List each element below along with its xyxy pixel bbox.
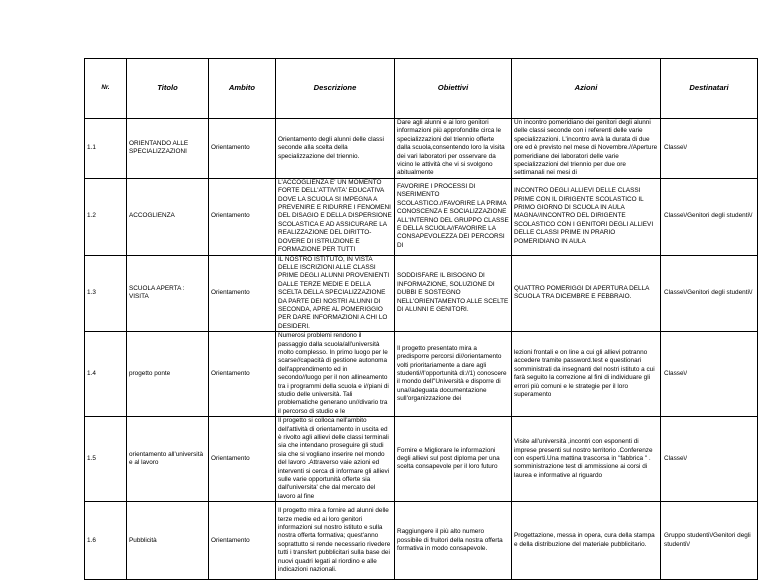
cell-descrizione: Il progetto mira a fornire ad alunni delle terze medie ed ai loro genitori informazioni sul nostro istituto e sulla nostra offerta formativa; quest'anno soprattutto si rende necessario rivedere tutti i transfert pubblicitari sulla base dei nuovi quadri legati al riordino e alle indicazioni nazionali. <box>276 502 395 580</box>
header-row <box>85 59 758 119</box>
cell-titolo: ORIENTANDO ALLE SPECIALIZZAZIONI <box>127 119 209 179</box>
cell-titolo: SCUOLA APERTA : VISITA <box>127 255 209 332</box>
cell-destinatari: Classe\/ <box>661 119 758 179</box>
cell-destinatari: Gruppo studenti\/Genitori degli studenti\/ <box>661 502 758 580</box>
header-destinatari: Destinatari <box>661 59 758 119</box>
cell-obiettivi: SODDISFARE IL BISOGNO DI INFORMAZIONE, SOLUZIONE DI DUBBI E SOSTEGNO NELL'ORIENTAMENTO ALLE SCELTE DI ALUNNI E GENITORI. <box>395 255 512 332</box>
header-nr: Nr. <box>85 59 127 119</box>
cell-destinatari: Classe\/ <box>661 332 758 417</box>
cell-ambito: Orientamento <box>209 332 276 417</box>
cell-destinatari: Classe\/Genitori degli studenti\/ <box>661 255 758 332</box>
header-azioni: Azioni <box>512 59 661 119</box>
cell-nr: 1.5 <box>85 417 127 502</box>
table-row <box>85 255 758 332</box>
cell-ambito: Orientamento <box>209 178 276 255</box>
header-obiettivi: Obiettivi <box>395 59 512 119</box>
cell-nr: 1.3 <box>85 255 127 332</box>
header-titolo: Titolo <box>127 59 209 119</box>
cell-titolo: progetto ponte <box>127 332 209 417</box>
table-row <box>85 502 758 580</box>
cell-titolo: Pubblicità <box>127 502 209 580</box>
cell-azioni: Un incontro pomeridiano dei genitori degli alunni delle classi seconde con i referenti delle varie specializzazioni. L'incontro avrà la durata di due ore ed è previsto nel mese di Novembre.//Aperture pomeridiane dei laboratori delle varie specializzazioni del triennio per due ore settimanali nei mesi di <box>512 119 661 179</box>
cell-titolo: orientamento all'università e al lavoro <box>127 417 209 502</box>
cell-nr: 1.6 <box>85 502 127 580</box>
table-row <box>85 417 758 502</box>
cell-descrizione: Numerosi problemi rendono il passaggio dalla scuola/all'università molto complesso. In primo luogo per le scarse//capacità di gestione autonoma dell'apprendimento ed in secondo//luogo per il non allineamento tra i programmi della scuola e i//piani di studio delle università. Tali problematiche generano un//divario tra il percorso di studio e le <box>276 332 395 417</box>
cell-azioni: Progettazione, messa in opera, cura della stampa e della distribuzione del materiale pubblicitario. <box>512 502 661 580</box>
header-ambito: Ambito <box>209 59 276 119</box>
cell-ambito: Orientamento <box>209 119 276 179</box>
cell-azioni: QUATTRO POMERIGGI DI APERTURA DELLA SCUOLA TRA DICEMBRE E FEBBRAIO. <box>512 255 661 332</box>
cell-azioni: INCONTRO DEGLI ALLIEVI DELLE CLASSI PRIME CON IL DIRIGENTE SCOLASTICO IL PRIMO GIORNO DI SCUOLA IN AULA MAGNA//INCONTRO DEL DIRIGENTE SCOLASTICO CON I GENITORI DEGLI ALLIEVI DELLE CLASSI PRIME IN PRARIO POMERIDIANO IN AULA <box>512 178 661 255</box>
cell-ambito: Orientamento <box>209 417 276 502</box>
table-row <box>85 178 758 255</box>
cell-obiettivi: Il progetto presentato mira a predisporre percorsi di//orientamento volti prioritariamente a dare agli studenti//l'opportunità di://1) conoscere il mondo dell''Università e disporre di una//adeguata documentazione sull'organizzazione dei <box>395 332 512 417</box>
cell-nr: 1.2 <box>85 178 127 255</box>
cell-destinatari: Classe\/ <box>661 417 758 502</box>
cell-azioni: Visite all'università ,incontri con esponenti di imprese presenti sul nostro territorio .Conferenze con esperti.Una mattina trascorsa in "fabbrica " . somministrazione test di ammissione ai corsi di laurea e informative al riguardo <box>512 417 661 502</box>
table-row <box>85 119 758 179</box>
cell-destinatari: Classe\/Genitori degli studenti\/ <box>661 178 758 255</box>
cell-ambito: Orientamento <box>209 502 276 580</box>
cell-obiettivi: FAVORIRE I PROCESSI DI NSERIMENTO SCOLASTICO.//FAVORIRE LA PRIMA CONOSCENZA E SOCIALIZZAZIONE ALL'INTERNO DEL GRUPPO CLASSE E DELLA SCUOLA//FAVORIRE LA CONSAPEVOLEZZA DEI PERCORSI DI <box>395 178 512 255</box>
cell-obiettivi: Dare agli alunni e ai loro genitori informazioni più approfondite circa le specializzazioni del triennio offerte dalla scuola,consentendo loro la visita dei vari laboratori per osservare da vicino le attività che vi si svolgono abitualmente <box>395 119 512 179</box>
cell-descrizione: Il progetto si colloca nell'ambito dell'attività di orientamento in uscita ed è rivolto agli allievi delle classi terminali sia che intendano proseguire gli studi sia che si vogliano inserire nel mondo del lavoro .Attraverso vaie azioni ed interventi si cerca di informare gli allievi sulle varie opportunità offerte sia dall'universita' che dal mercato del lavoro al fine <box>276 417 395 502</box>
table-row <box>85 332 758 417</box>
projects-table <box>84 58 758 580</box>
cell-descrizione: L'ACCOGLIENZA E' UN MOMENTO FORTE DELL'ATTIVITA' EDUCATIVA DOVE LA SCUOLA SI IMPEGNA A PREVENIRE E RIDURRE I FENOMENI DEL DISAGIO E DELLA DISPERSIONE SCOLASTICA E AD ASSICURARE LA REALIZZAZIONE DEL DIRITTO-DOVERE DI ISTRUZIONE E FORMAZIONE PER TUTTI <box>276 178 395 255</box>
cell-nr: 1.4 <box>85 332 127 417</box>
cell-obiettivi: Raggiungere il più alto numero possibile di fruitori della nostra offerta formativa in modo consapevole. <box>395 502 512 580</box>
header-descrizione: Descrizione <box>276 59 395 119</box>
cell-obiettivi: Fornire e Migliorare le informazioni degli allievi sul post diploma per una scelta consapevole per il loro futuro <box>395 417 512 502</box>
cell-descrizione: IL NOSTRO ISTITUTO, IN VISTA DELLE ISCRIZIONI ALLE CLASSI PRIME DEGLI ALUNNI PROVENIENTI DALLE TERZE MEDIE E DELLA SCELTA DELLA SPECIALIZZAZIONE DA PARTE DEI NOSTRI ALUNNI DI SECONDA, APRE AL POMERIGGIO PER DARE INFORMAZIONI A CHI LO DESIDERI. <box>276 255 395 332</box>
cell-nr: 1.1 <box>85 119 127 179</box>
cell-ambito: Orientamento <box>209 255 276 332</box>
cell-descrizione: Orientamento degli alunni delle classi seconde alla scelta della specializzazione del triennio. <box>276 119 395 179</box>
cell-azioni: lezioni frontali e on line a cui gli allievi potranno accedere tramite password.test e questionari somministrati da insegnanti del nostri istituto a cui farà seguito la correzione al fini di individuare gli errori più comuni e le strategie per il loro superamento <box>512 332 661 417</box>
cell-titolo: ACCOGLIENZA <box>127 178 209 255</box>
